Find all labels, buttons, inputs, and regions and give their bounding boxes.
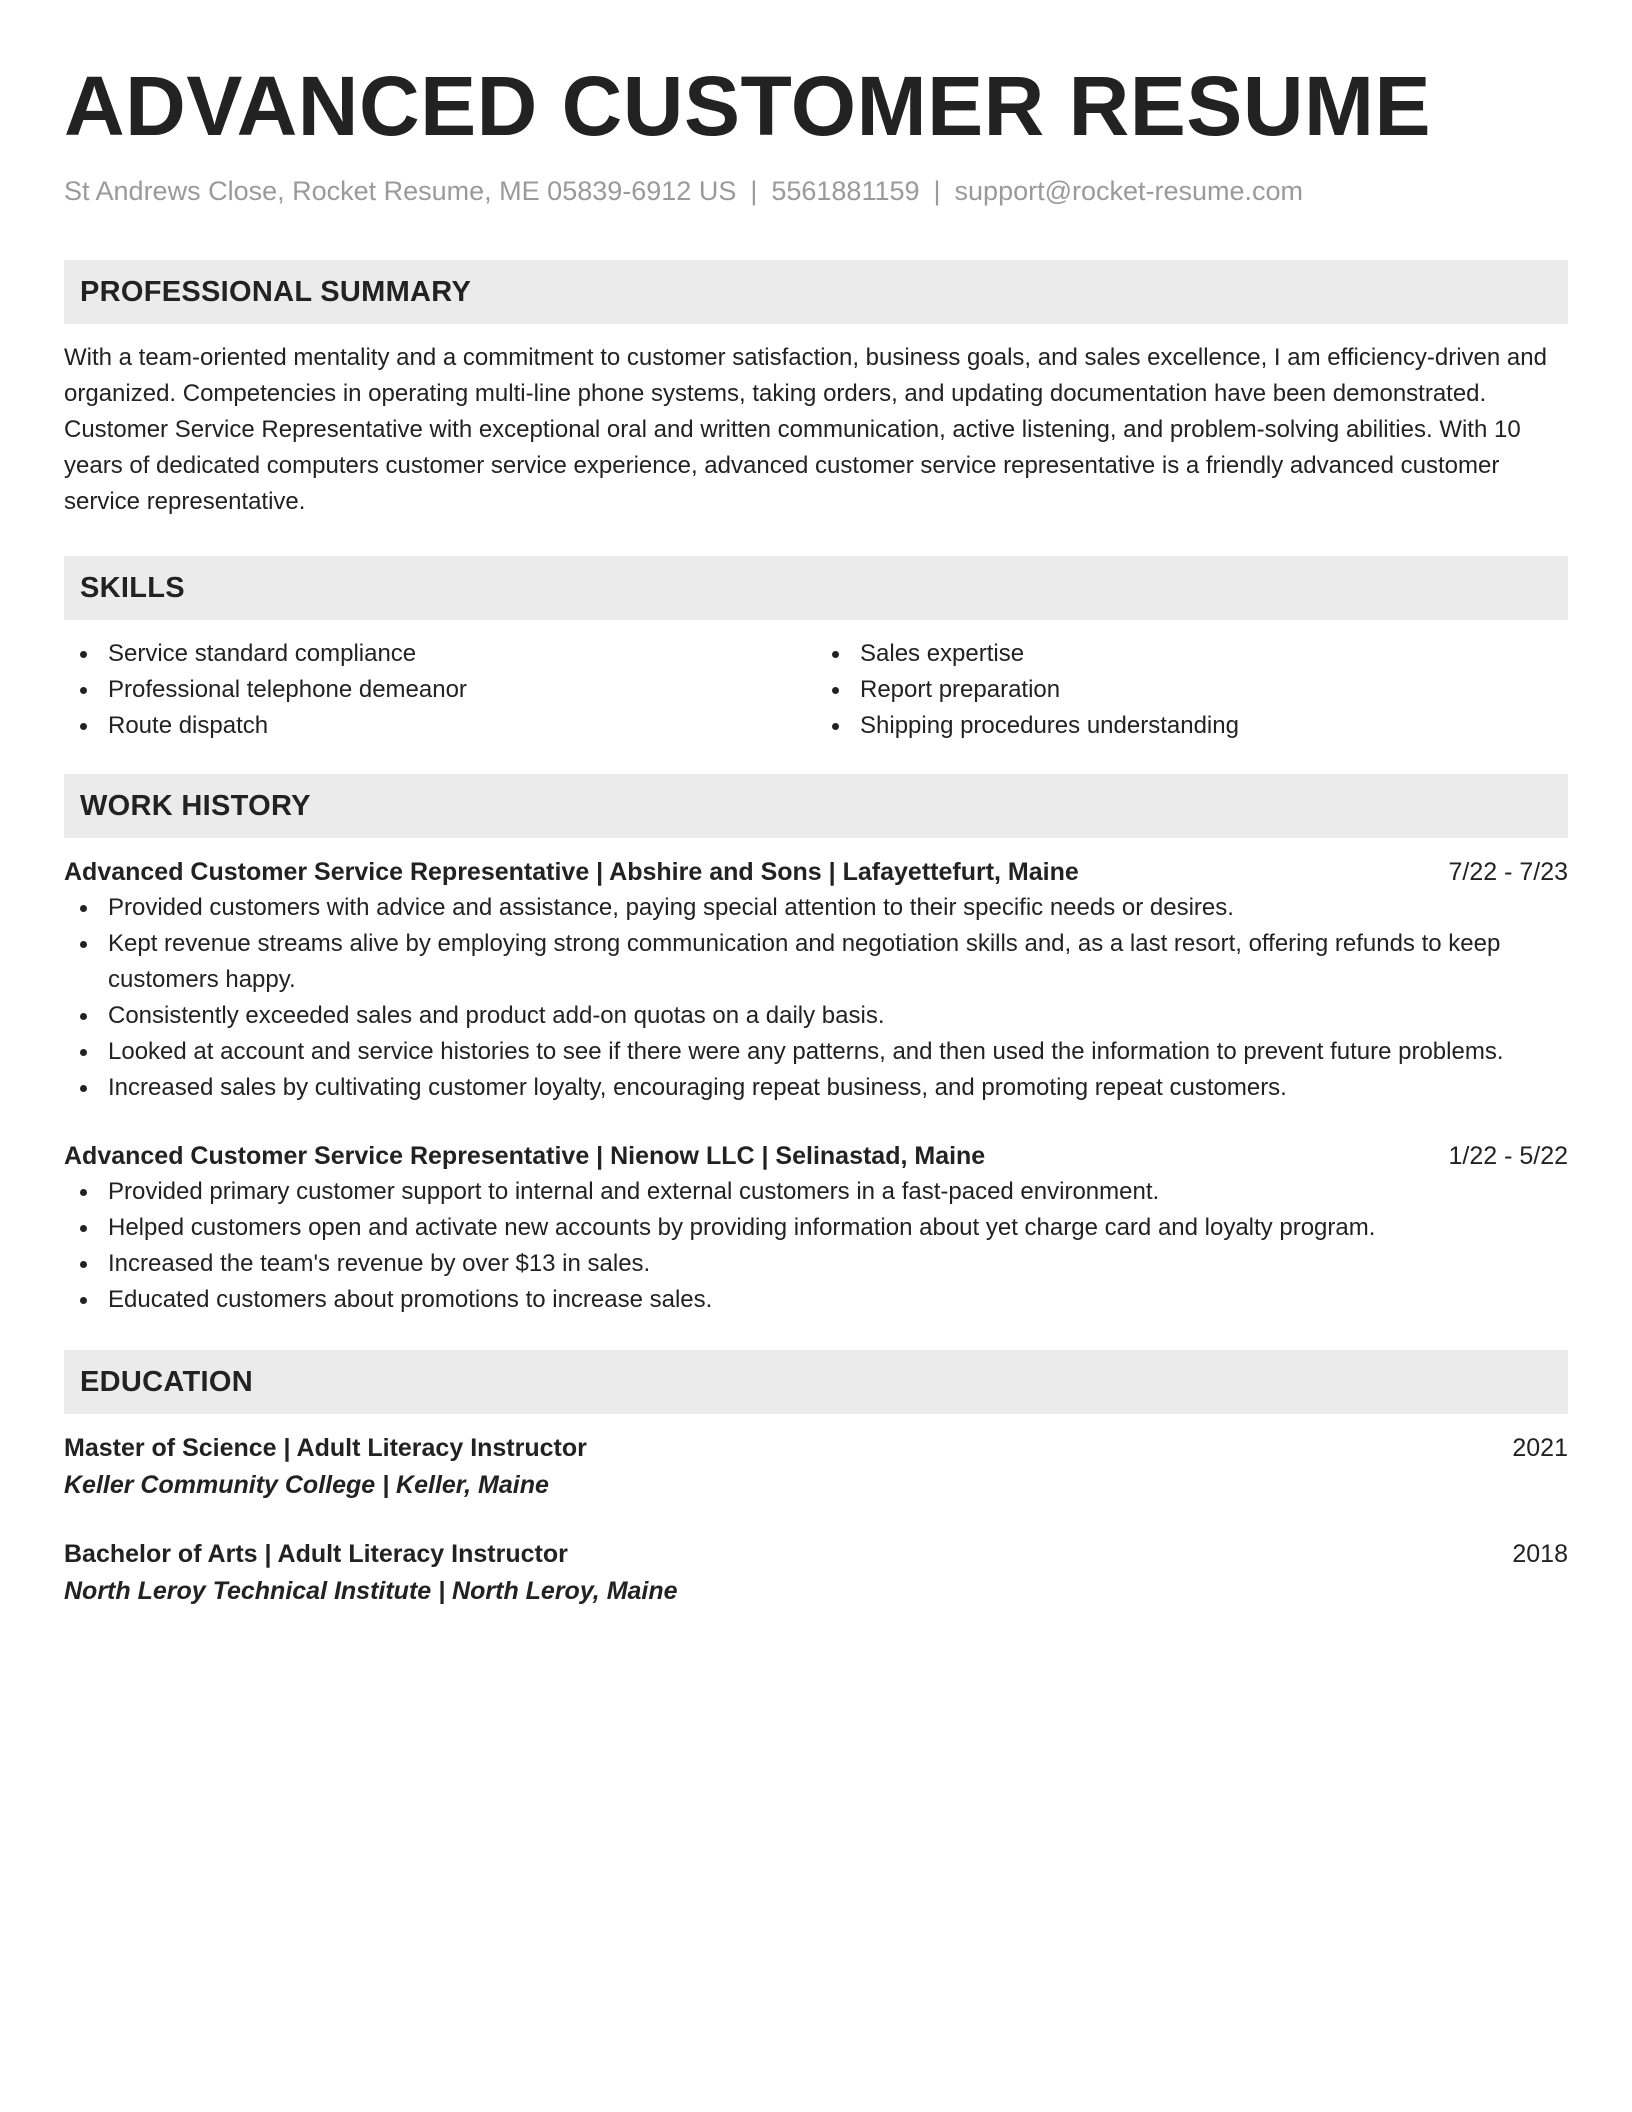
skills-column-left [64, 636, 816, 744]
section-header-skills [64, 556, 1568, 620]
contact-email: support@rocket-resume.com [954, 176, 1304, 206]
education-header [64, 1430, 1568, 1466]
education-year: 2021 [1512, 1434, 1568, 1462]
education-entry [64, 1536, 1568, 1610]
contact-address: St Andrews Close, Rocket Resume, ME 05839-6912 US [64, 176, 737, 206]
job-bullets [64, 890, 1568, 1106]
section-title: SKILLS [80, 571, 185, 604]
section-header-education [64, 1350, 1568, 1414]
skill-item: Report preparation [816, 672, 1568, 708]
job-bullet: Educated customers about promotions to increase sales. [64, 1282, 1568, 1318]
job-dates: 1/22 - 5/22 [1448, 1142, 1568, 1170]
job-bullet: Provided customers with advice and assistance, paying special attention to their specific needs or desires. [64, 890, 1568, 926]
section-header-summary [64, 260, 1568, 324]
job-entry [64, 854, 1568, 1106]
section-title: WORK HISTORY [80, 789, 311, 822]
job-title: Advanced Customer Service Representative | Nienow LLC | Selinastad, Maine [64, 1142, 986, 1170]
skill-item: Route dispatch [64, 708, 816, 744]
education-degree: Bachelor of Arts | Adult Literacy Instructor [64, 1540, 568, 1568]
education-school: Keller Community College | Keller, Maine [64, 1471, 549, 1499]
education-school: North Leroy Technical Institute | North Leroy, Maine [64, 1577, 678, 1605]
skill-item: Professional telephone demeanor [64, 672, 816, 708]
job-bullet: Consistently exceeded sales and product add-on quotas on a daily basis. [64, 998, 1568, 1034]
skills-list [64, 636, 1568, 744]
skill-item: Service standard compliance [64, 636, 816, 672]
job-header [64, 854, 1568, 890]
job-dates: 7/22 - 7/23 [1448, 858, 1568, 886]
education-header [64, 1536, 1568, 1572]
section-header-work-history [64, 774, 1568, 838]
job-bullet: Helped customers open and activate new accounts by providing information about yet charge card and loyalty program. [64, 1210, 1568, 1246]
job-title: Advanced Customer Service Representative | Abshire and Sons | Lafayettefurt, Maine [64, 858, 1079, 886]
section-title: PROFESSIONAL SUMMARY [80, 275, 472, 308]
job-bullet: Provided primary customer support to internal and external customers in a fast-paced environment. [64, 1174, 1568, 1210]
job-bullet: Increased sales by cultivating customer loyalty, encouraging repeat business, and promoting repeat customers. [64, 1070, 1568, 1106]
job-bullet: Kept revenue streams alive by employing strong communication and negotiation skills and, as a last resort, offering refunds to keep customers happy. [64, 926, 1568, 998]
job-bullet: Looked at account and service histories to see if there were any patterns, and then used the information to prevent future problems. [64, 1034, 1568, 1070]
skills-column-right [816, 636, 1568, 744]
skill-item: Shipping procedures understanding [816, 708, 1568, 744]
skill-item: Sales expertise [816, 636, 1568, 672]
contact-separator: | [933, 176, 941, 206]
summary-text: With a team-oriented mentality and a commitment to customer satisfaction, business goals, and sales excellence, I am efficiency-driven and organized. Competencies in operating multi-line phone systems, taking orders, and updating documentation have been demonstrated. Customer Service Representative with exceptional oral and written communication, active listening, and problem-solving abilities. With 10 years of dedicated computers customer service experience, advanced customer service representative is a friendly advanced customer service representative. [64, 344, 1547, 515]
education-year: 2018 [1512, 1540, 1568, 1568]
education-entry [64, 1430, 1568, 1504]
job-header [64, 1138, 1568, 1174]
section-title: EDUCATION [80, 1365, 253, 1398]
job-entry [64, 1138, 1568, 1318]
resume-name: ADVANCED CUSTOMER RESUME [64, 59, 1431, 153]
education-degree: Master of Science | Adult Literacy Instructor [64, 1434, 587, 1462]
job-bullet: Increased the team's revenue by over $13 in sales. [64, 1246, 1568, 1282]
contact-line [64, 174, 1568, 208]
contact-separator: | [750, 176, 758, 206]
contact-phone: 5561881159 [771, 176, 920, 206]
job-bullets [64, 1174, 1568, 1318]
